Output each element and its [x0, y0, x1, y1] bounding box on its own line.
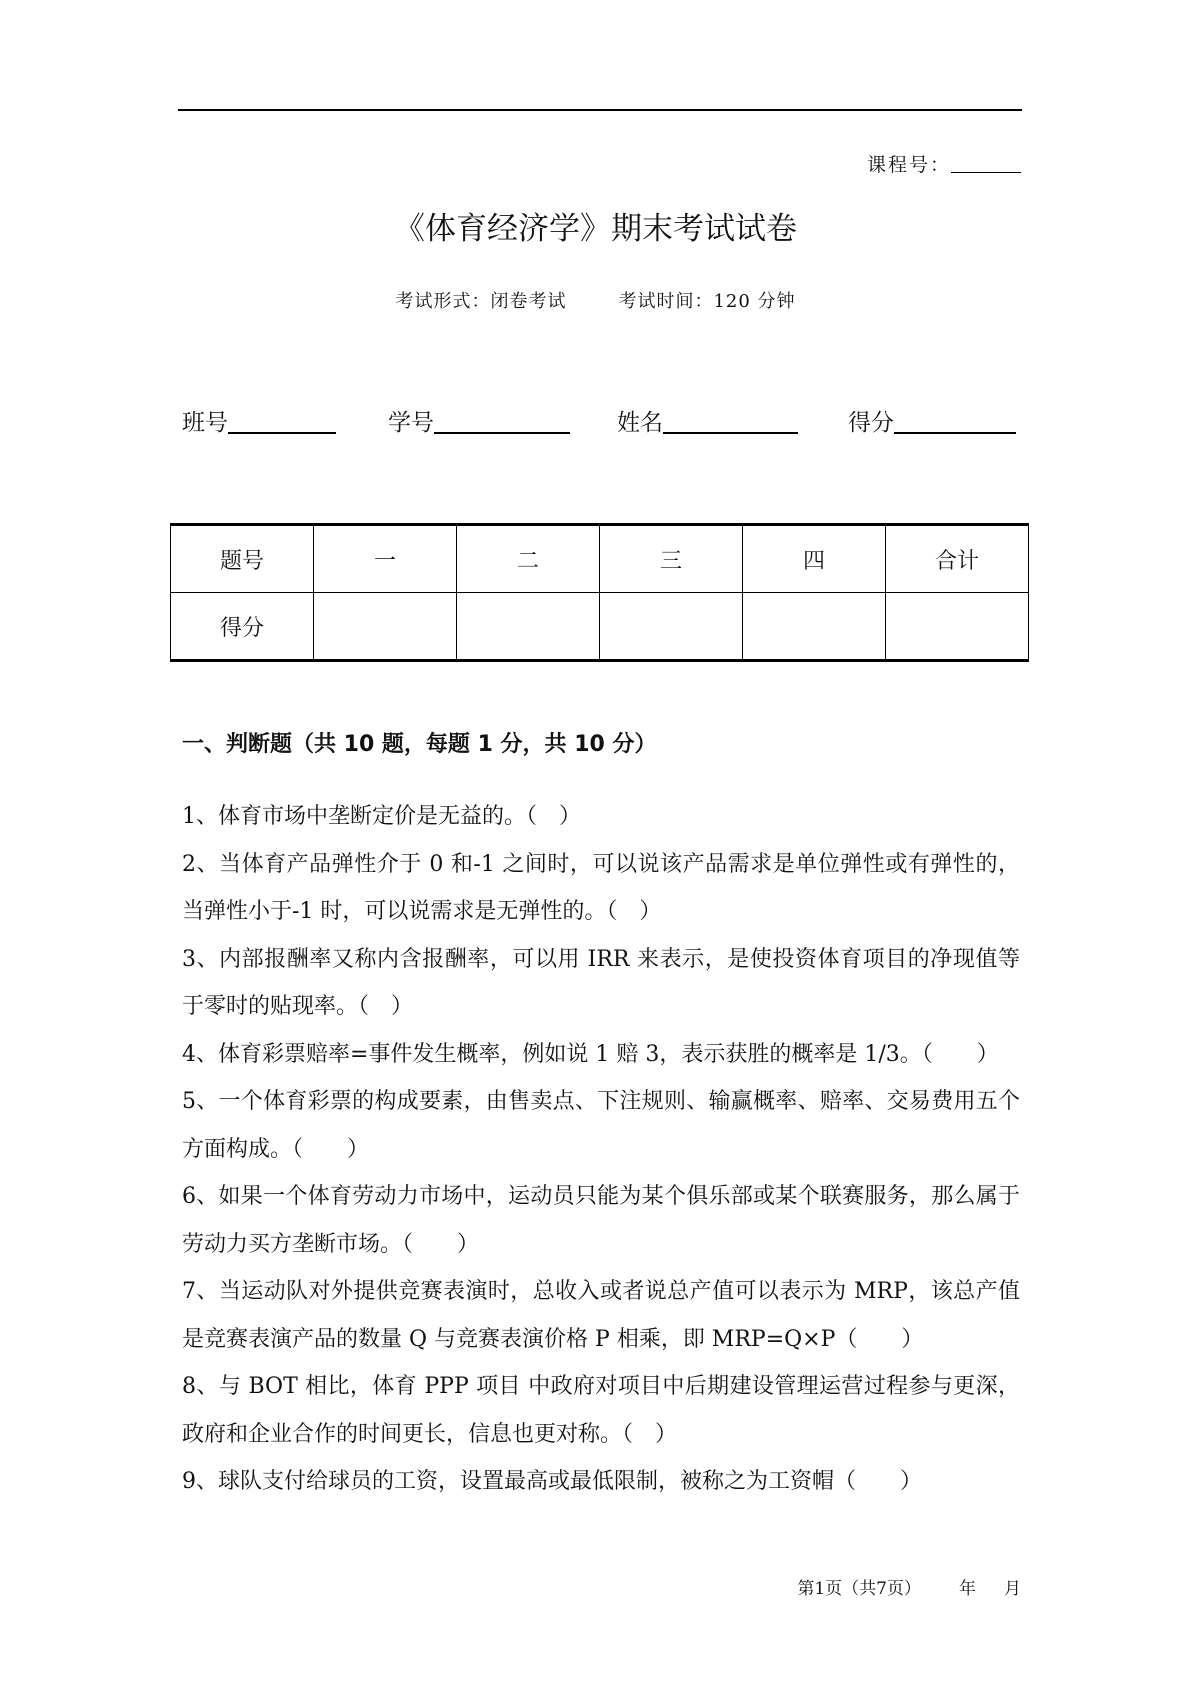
exam-time: 考试时间：120 分钟 [618, 291, 796, 312]
exam-form: 考试形式：闭卷考试 [395, 291, 567, 312]
score-field [848, 404, 1016, 437]
name-blank[interactable] [663, 408, 798, 434]
question-list [182, 793, 1020, 1506]
score-cell[interactable] [457, 593, 600, 661]
section-heading: 一、判断题（共 10 题，每题 1 分，共 10 分） [182, 732, 657, 757]
student-id-blank[interactable] [434, 408, 570, 434]
footer-year: 年 [959, 1579, 976, 1599]
page-footer [797, 1574, 1021, 1599]
score-blank[interactable] [894, 408, 1016, 434]
name-label: 姓名 [617, 410, 663, 436]
exam-meta [0, 287, 1191, 313]
question-item: 5、一个体育彩票的构成要素，由售卖点、下注规则、输赢概率、赔率、交易费用五个方面构成。（ ） [182, 1089, 1020, 1162]
exam-title: 《体育经济学》期末考试试卷 [394, 211, 797, 247]
class-field [182, 404, 336, 437]
score-table-header-cell: 三 [600, 525, 743, 593]
score-table-header-row [171, 525, 1029, 593]
header-rule [178, 109, 1022, 111]
course-number-label: 课程号： [866, 154, 951, 176]
student-id-label: 学号 [388, 410, 434, 436]
student-id-field [388, 404, 570, 437]
question-item: 4、体育彩票赔率=事件发生概率，例如说 1 赔 3，表示获胜的概率是 1/3。（ ） [182, 1041, 999, 1067]
class-label: 班号 [182, 410, 228, 436]
score-cell[interactable] [743, 593, 886, 661]
question-item: 3、内部报酬率又称内含报酬率，可以用 IRR 来表示，是使投资体育项目的净现值等于零时的贴现率。（ ） [182, 946, 1020, 1019]
score-row-label: 得分 [171, 593, 314, 661]
score-table [170, 523, 1029, 662]
score-table-header-cell: 合计 [886, 525, 1029, 593]
score-table-score-row [171, 593, 1029, 661]
score-label: 得分 [848, 410, 894, 436]
score-table-header-cell: 题号 [171, 525, 314, 593]
page-number: 第1页（共7页） [797, 1579, 921, 1599]
footer-month: 月 [1004, 1579, 1021, 1599]
question-item: 8、与 BOT 相比，体育 PPP 项目 中政府对项目中后期建设管理运营过程参与更深，政府和企业合作的时间更长，信息也更对称。（ ） [182, 1374, 1020, 1447]
class-blank[interactable] [228, 408, 336, 434]
course-number [867, 150, 1021, 177]
name-field [617, 404, 798, 437]
question-item: 7、当运动队对外提供竞赛表演时，总收入或者说总产值可以表示为 MRP，该总产值是竞赛表演产品的数量 Q 与竞赛表演价格 P 相乘，即 MRP=Q×P（ ） [182, 1279, 1020, 1352]
score-table-header-cell: 一 [314, 525, 457, 593]
course-number-blank[interactable] [951, 154, 1021, 173]
question-item: 6、如果一个体育劳动力市场中，运动员只能为某个俱乐部或某个联赛服务，那么属于劳动力买方垄断市场。（ ） [182, 1184, 1020, 1257]
question-item: 1、体育市场中垄断定价是无益的。（ ） [182, 804, 581, 829]
score-table-header-cell: 二 [457, 525, 600, 593]
score-cell[interactable] [886, 593, 1029, 661]
score-table-header-cell: 四 [743, 525, 886, 593]
score-cell[interactable] [314, 593, 457, 661]
question-item: 9、球队支付给球员的工资，设置最高或最低限制，被称之为工资帽（ ） [182, 1469, 922, 1494]
score-cell[interactable] [600, 593, 743, 661]
question-item: 2、当体育产品弹性介于 0 和-1 之间时，可以说该产品需求是单位弹性或有弹性的，当弹性小于-1 时，可以说需求是无弹性的。（ ） [182, 851, 1020, 924]
